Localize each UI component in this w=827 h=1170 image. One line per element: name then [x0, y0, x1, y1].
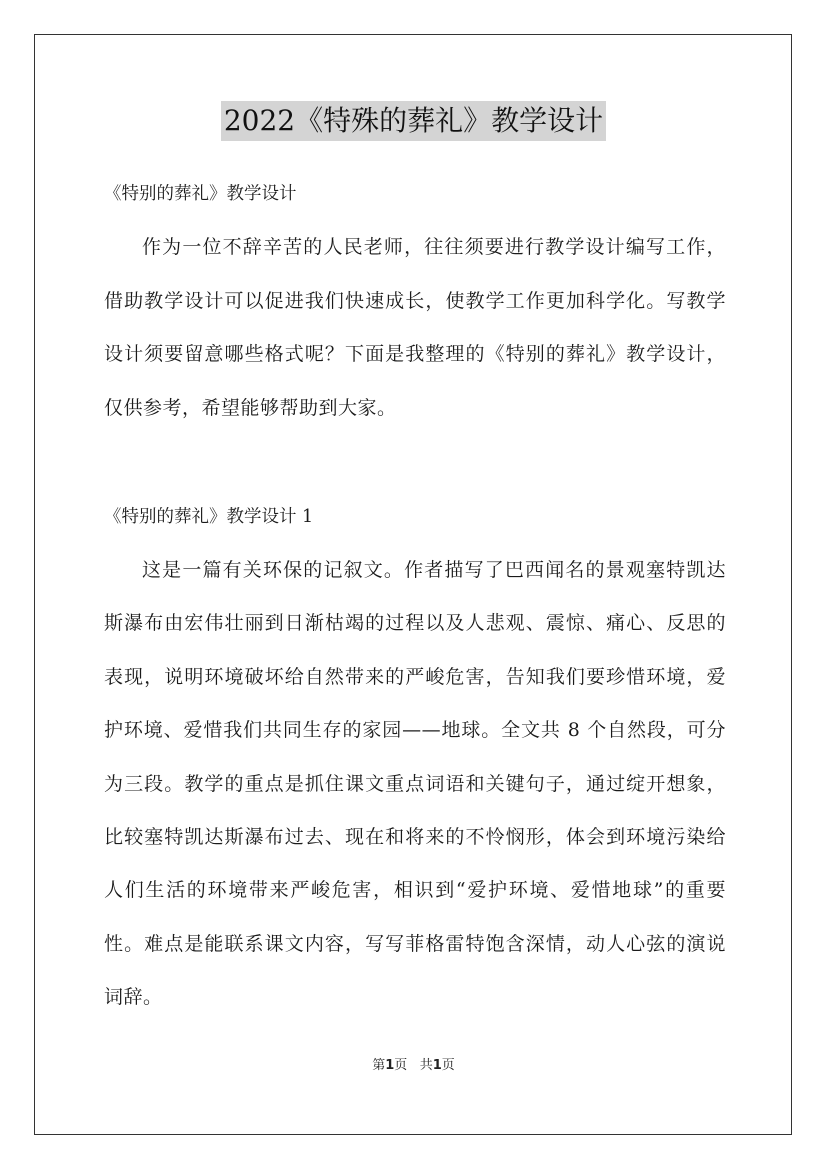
footer-page-number: 1 — [385, 1058, 395, 1073]
intro-paragraph: 作为一位不辞辛苦的人民老师，往往须要进行教学设计编写工作，借助教学设计可以促进我们快速成长，使教学工作更加科学化。写教学设计须要留意哪些格式呢？下面是我整理的《特别的葬礼》教学设计，仅供参考，希望能够帮助到大家。 — [104, 236, 726, 419]
footer-total-number: 1 — [432, 1058, 442, 1073]
title-wrap — [0, 101, 827, 141]
page-footer — [0, 1054, 827, 1073]
intro-heading: 《特别的葬礼》教学设计 — [104, 184, 297, 204]
footer-page-suffix: 页 — [394, 1058, 408, 1073]
footer-total-suffix: 页 — [441, 1058, 455, 1073]
footer-total-prefix: 共 — [419, 1058, 433, 1073]
section1-paragraph: 这是一篇有关环保的记叙文。作者描写了巴西闻名的景观塞特凯达斯瀑布由宏伟壮丽到日渐枯竭的过程以及人悲观、震惊、痛心、反思的表现，说明环境破坏给自然带来的严峻危害，告知我们要珍惜环境，爱护环境、爱惜我们共同生存的家园——地球。全文共 8 个自然段，可分为三段。教学的重点是抓住课文重点词语和关键句子，通过绽开想象，比较塞特凯达斯瀑布过去、现在和将来的不怜悯形，体会到环境污染给人们生活的环境带来严峻危害，相识到“爱护环境、爱惜地球”的重要性。难点是能联系课文内容，写写菲格雷特饱含深情，动人心弦的演说词辞。 — [104, 559, 726, 1009]
section-spacer — [104, 435, 726, 490]
section1-heading: 《特别的葬礼》教学设计 1 — [104, 507, 314, 527]
footer-page-prefix: 第 — [372, 1058, 386, 1073]
document-body — [104, 167, 726, 1025]
document-title: 2022《特殊的葬礼》教学设计 — [221, 101, 606, 141]
